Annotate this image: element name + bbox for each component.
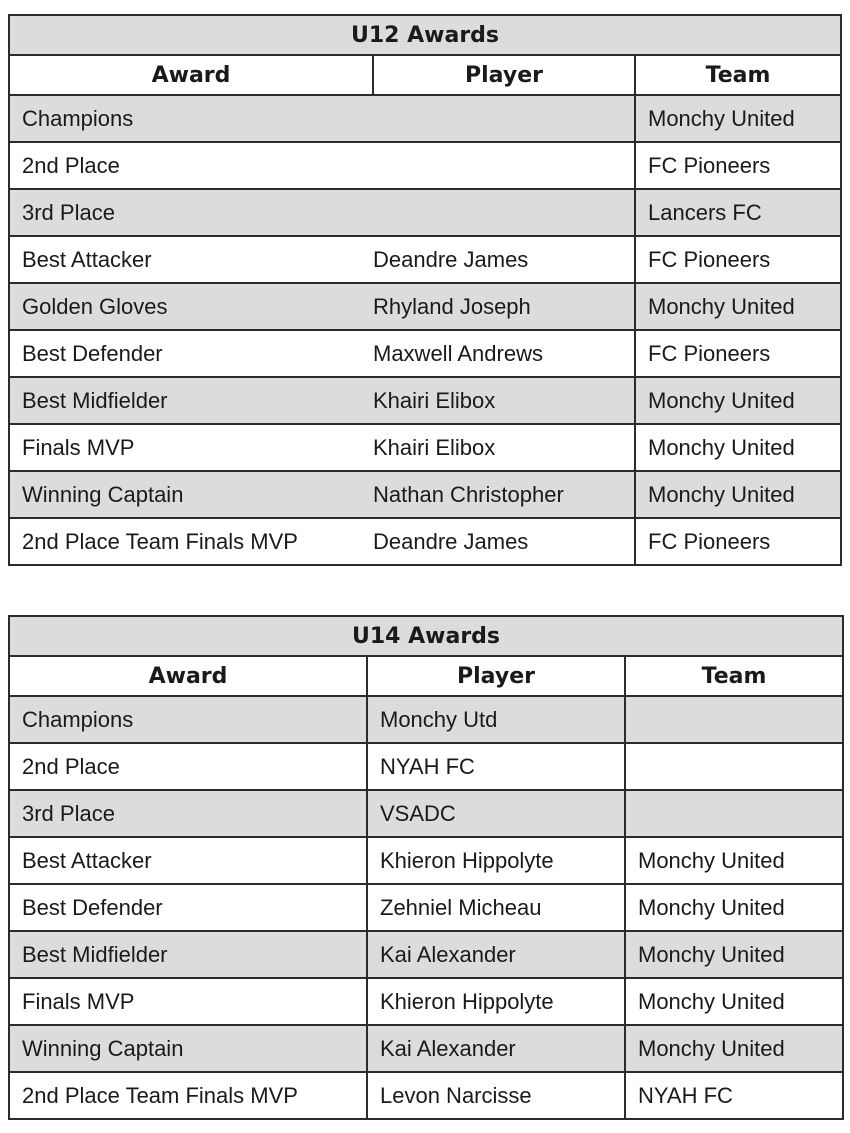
u14-header-player: Player — [367, 656, 625, 696]
player-cell: Maxwell Andrews — [373, 330, 635, 377]
award-cell: 2nd Place Team Finals MVP — [9, 518, 373, 565]
table-row — [9, 1025, 843, 1072]
table-row — [9, 424, 841, 471]
table-row — [9, 142, 841, 189]
table-row — [9, 837, 843, 884]
team-cell: Monchy United — [625, 931, 843, 978]
player-cell: Khairi Elibox — [373, 424, 635, 471]
table-row — [9, 518, 841, 565]
player-cell: Deandre James — [373, 518, 635, 565]
team-cell: Monchy United — [635, 95, 841, 142]
player-cell: NYAH FC — [367, 743, 625, 790]
team-cell: Monchy United — [625, 1025, 843, 1072]
team-cell: Monchy United — [635, 471, 841, 518]
award-cell: Best Attacker — [9, 236, 373, 283]
table-row — [9, 471, 841, 518]
u14-table-title: U14 Awards — [9, 616, 843, 656]
u12-awards-table — [8, 14, 842, 566]
player-cell: Kai Alexander — [367, 931, 625, 978]
player-cell: Levon Narcisse — [367, 1072, 625, 1119]
table-row — [9, 931, 843, 978]
team-cell: FC Pioneers — [635, 236, 841, 283]
award-cell: Golden Gloves — [9, 283, 373, 330]
u14-table-body — [9, 696, 843, 1119]
table-row — [9, 1072, 843, 1119]
team-cell — [625, 743, 843, 790]
u14-header-award: Award — [9, 656, 367, 696]
player-cell: Khieron Hippolyte — [367, 837, 625, 884]
award-cell: 3rd Place — [9, 790, 367, 837]
team-cell: Monchy United — [625, 884, 843, 931]
award-cell: Champions — [9, 696, 367, 743]
award-cell: Best Defender — [9, 330, 373, 377]
award-cell: 2nd Place — [9, 743, 367, 790]
team-cell — [625, 790, 843, 837]
u12-table-title: U12 Awards — [9, 15, 841, 55]
player-cell — [373, 142, 635, 189]
player-cell: Nathan Christopher — [373, 471, 635, 518]
award-cell: 2nd Place Team Finals MVP — [9, 1072, 367, 1119]
award-cell: 3rd Place — [9, 189, 373, 236]
u12-header-team: Team — [635, 55, 841, 95]
team-cell: Monchy United — [635, 424, 841, 471]
award-cell: Winning Captain — [9, 471, 373, 518]
team-cell: Monchy United — [625, 837, 843, 884]
table-row — [9, 978, 843, 1025]
award-cell: Winning Captain — [9, 1025, 367, 1072]
team-cell: Lancers FC — [635, 189, 841, 236]
table-row — [9, 884, 843, 931]
player-cell: VSADC — [367, 790, 625, 837]
u12-header-award: Award — [9, 55, 373, 95]
table-row — [9, 790, 843, 837]
table-row — [9, 377, 841, 424]
u14-awards-table — [8, 615, 844, 1120]
award-cell: Best Midfielder — [9, 931, 367, 978]
player-cell: Rhyland Joseph — [373, 283, 635, 330]
player-cell: Zehniel Micheau — [367, 884, 625, 931]
team-cell: FC Pioneers — [635, 142, 841, 189]
u12-header-player: Player — [373, 55, 635, 95]
team-cell: Monchy United — [635, 377, 841, 424]
u12-table-body — [9, 95, 841, 565]
player-cell — [373, 95, 635, 142]
table-row — [9, 283, 841, 330]
player-cell — [373, 189, 635, 236]
team-cell: FC Pioneers — [635, 330, 841, 377]
table-row — [9, 743, 843, 790]
award-cell: Best Midfielder — [9, 377, 373, 424]
table-row — [9, 330, 841, 377]
team-cell: FC Pioneers — [635, 518, 841, 565]
team-cell: Monchy United — [635, 283, 841, 330]
table-row — [9, 189, 841, 236]
table-row — [9, 696, 843, 743]
player-cell: Deandre James — [373, 236, 635, 283]
award-cell: Best Defender — [9, 884, 367, 931]
award-cell: Finals MVP — [9, 424, 373, 471]
table-row — [9, 236, 841, 283]
player-cell: Khairi Elibox — [373, 377, 635, 424]
player-cell: Monchy Utd — [367, 696, 625, 743]
award-cell: Finals MVP — [9, 978, 367, 1025]
team-cell: NYAH FC — [625, 1072, 843, 1119]
team-cell: Monchy United — [625, 978, 843, 1025]
player-cell: Kai Alexander — [367, 1025, 625, 1072]
award-cell: 2nd Place — [9, 142, 373, 189]
table-row — [9, 95, 841, 142]
u14-header-team: Team — [625, 656, 843, 696]
team-cell — [625, 696, 843, 743]
award-cell: Champions — [9, 95, 373, 142]
player-cell: Khieron Hippolyte — [367, 978, 625, 1025]
award-cell: Best Attacker — [9, 837, 367, 884]
